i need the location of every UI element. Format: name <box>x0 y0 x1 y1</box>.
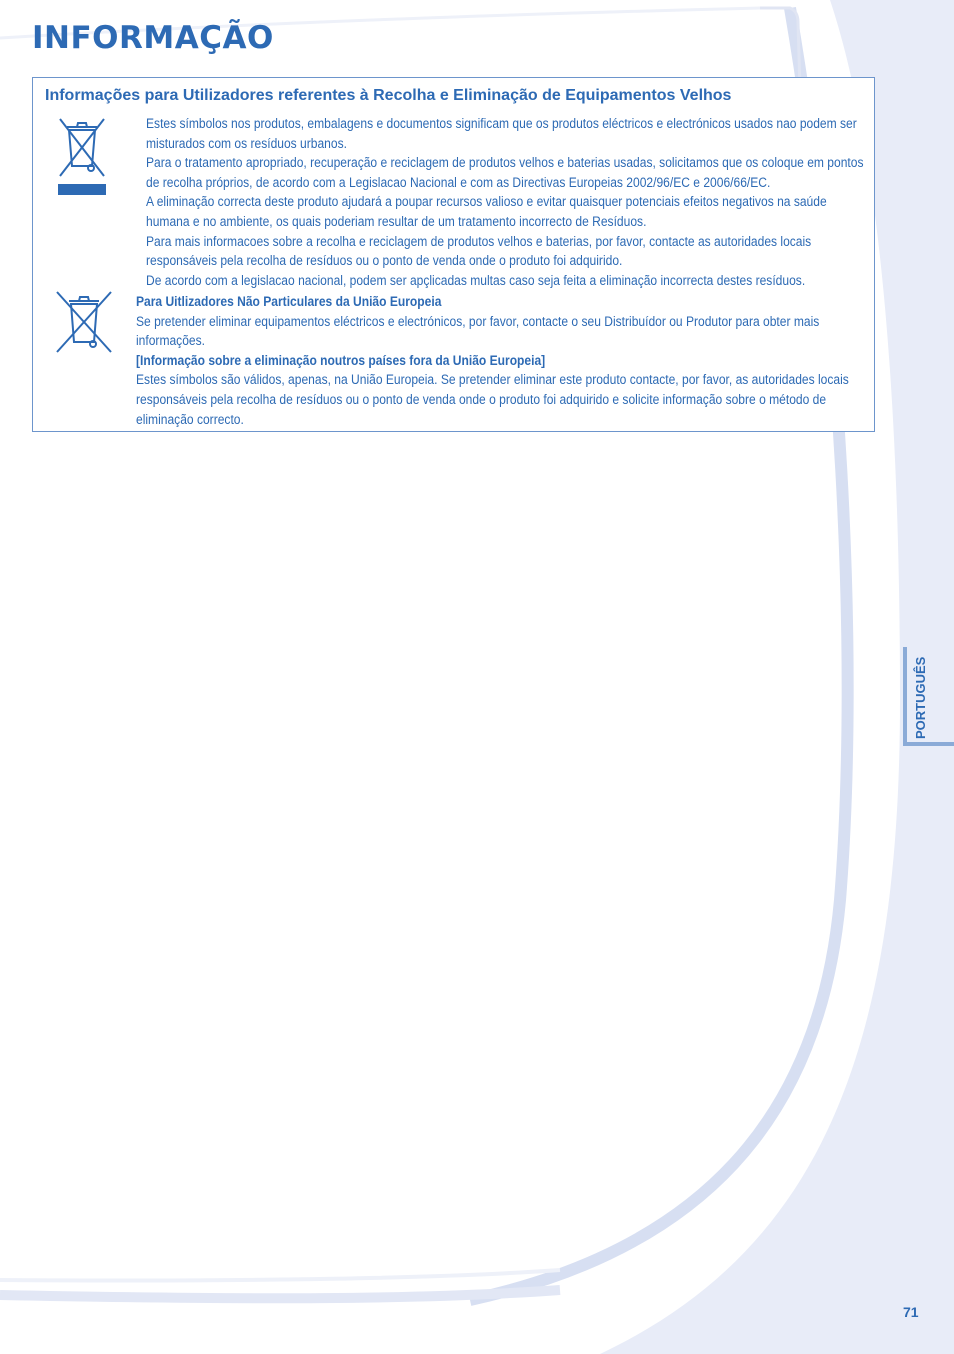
page-number: 71 <box>903 1304 919 1320</box>
paragraph: Para o tratamento apropriado, recuperação e reciclagem de produtos velhos e baterias usadas, solicitamos que os coloque em pontos de recolha próprios, de acordo com a Legislacao Nacional e com as Directivas Europeias 2002/96/EC e 2006/66/EC. <box>146 155 864 190</box>
page-title: INFORMAÇÃO <box>32 20 274 56</box>
language-tab-bar <box>903 647 907 746</box>
language-tab <box>903 647 954 746</box>
paragraph: De acordo com a legislacao nacional, podem ser apçlicadas multas caso seja feita a eliminação incorrecta destes resíduos. <box>146 272 806 288</box>
paragraph: Estes símbolos nos produtos, embalagens e documentos significam que os produtos eléctricos e electrónicos usados nao podem ser misturados com os resíduos urbanos. <box>146 116 857 151</box>
crossed-out-wheelie-bin-icon <box>53 288 115 356</box>
paragraph: Para mais informacoes sobre a recolha e reciclagem de produtos velhos e baterias, por favor, contacte as autoridades locais responsáveis pela recolha de resíduos ou o ponto de venda onde o produto foi adquirido. <box>146 233 812 269</box>
outside-eu-text: Estes símbolos são válidos, apenas, na União Europeia. Se pretender eliminar este produto contacte, por favor, as autoridades locais responsáveis pela recolha de resíduos ou o ponto de venda onde o produto foi adquirido e solicite informação sobre o método de eliminação correcto. <box>136 372 849 427</box>
language-tab-label: PORTUGUÊS <box>913 656 928 739</box>
crossed-out-wheelie-bin-icon <box>55 116 109 198</box>
non-private-text: Se pretender eliminar equipamentos eléctricos e electrónicos, por favor, contacte o seu Distribuídor ou Produtor para obter mais informações. <box>136 313 820 349</box>
box-heading: Informações para Utilizadores referentes à Recolha e Eliminação de Equipamentos Velhos <box>45 87 732 104</box>
disposal-main-text <box>146 114 871 290</box>
language-tab-underline <box>903 742 954 746</box>
non-private-heading: Para Uitlizadores Não Particulares da União Europeia <box>136 294 442 309</box>
disposal-sub-text <box>136 292 870 429</box>
disposal-info-box <box>32 77 875 432</box>
outside-eu-heading: [Informação sobre a eliminação noutros países fora da União Europeia] <box>136 352 546 368</box>
paragraph: A eliminação correcta deste produto ajudará a poupar recursos valioso e evitar quaisquer potenciais efeitos negativos na saúde humana e no ambiente, os quais poderiam resultar de um tratamento incorrecto de Resíduos. <box>146 194 827 229</box>
